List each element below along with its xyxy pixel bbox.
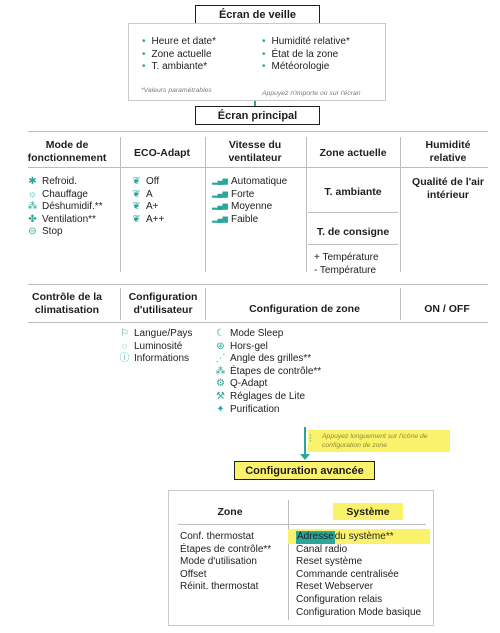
wrench-icon: ⚒ xyxy=(216,390,225,402)
item-label: Hors-gel xyxy=(230,340,268,352)
item-label: Zone actuelle xyxy=(151,48,212,60)
sleep-note: *Valeurs paramétrables xyxy=(141,87,212,94)
sleep-left-list xyxy=(142,36,216,74)
eco-leaf-icon: ❦ xyxy=(132,176,141,187)
sun-icon: ☼ xyxy=(27,188,38,200)
zone-thermostat-reset[interactable]: Réinit. thermostat xyxy=(180,581,259,593)
item-label: A xyxy=(146,188,153,200)
divider xyxy=(288,500,289,620)
item-label: Q-Adapt xyxy=(230,378,268,390)
divider xyxy=(120,288,121,320)
speed-bars-icon: ▂▄▆ xyxy=(212,178,228,185)
flow-arrow-shaft xyxy=(304,427,306,457)
eco-item-a-plus-plus[interactable] xyxy=(130,214,164,227)
divider xyxy=(28,167,488,168)
zone-offset[interactable]: Offset xyxy=(180,568,207,580)
item-label: Mode Sleep xyxy=(230,328,284,339)
item-label: État de la zone xyxy=(271,48,339,60)
item-label: Forte xyxy=(231,188,255,200)
list-item: • Météorologie xyxy=(262,61,330,73)
item-label: Langue/Pays xyxy=(134,328,193,339)
list-item: • Humidité relative* xyxy=(262,36,350,47)
divider xyxy=(178,524,426,525)
mode-item-cooling[interactable] xyxy=(26,176,103,189)
fan-list xyxy=(212,176,287,226)
divider xyxy=(205,288,206,320)
divider xyxy=(308,212,398,213)
moon-icon: ☾ xyxy=(216,328,225,339)
humidity-title: Humidité relative xyxy=(425,139,471,164)
address-word: Adresse xyxy=(297,531,334,542)
main-screen-title xyxy=(195,106,320,125)
system-basic-mode-config[interactable]: Configuration Mode basique xyxy=(296,606,422,618)
list-item: • Heure et date* xyxy=(142,36,217,47)
system-radio-channel[interactable]: Canal radio xyxy=(296,543,348,555)
eco-item-a[interactable] xyxy=(130,189,164,202)
item-label: Faible xyxy=(231,213,259,225)
setpoint-label: T. de consigne xyxy=(316,226,390,238)
zone-config-list xyxy=(214,328,321,416)
fan-item-medium[interactable] xyxy=(212,201,287,214)
mode-list xyxy=(26,176,103,239)
zone-config-lite[interactable] xyxy=(214,391,321,404)
list-item: • Zone actuelle xyxy=(142,48,212,60)
list-item: • État de la zone xyxy=(262,48,339,60)
divider xyxy=(28,322,488,323)
mode-item-ventilation[interactable] xyxy=(26,214,103,227)
bulb-icon: ◌ xyxy=(121,340,128,352)
speed-bars-icon: ▂▄▆ xyxy=(212,190,228,198)
mode-item-stop[interactable] xyxy=(26,226,103,239)
item-label: Refroid. xyxy=(42,176,78,187)
eco-leaf-icon: ❦ xyxy=(132,201,141,213)
long-press-text: Appuyez longuement sur l'icône de configuration de zone xyxy=(322,433,428,449)
zone-title: Zone actuelle xyxy=(319,147,387,159)
zone-control-stages[interactable]: Étapes de contrôle** xyxy=(180,543,272,555)
divider xyxy=(120,137,121,272)
item-label: Réglages de Lite xyxy=(230,390,306,402)
eco-item-off[interactable] xyxy=(130,176,164,189)
divider xyxy=(28,131,488,132)
climate-control-title: Contrôle de la climatisation xyxy=(31,291,102,316)
item-label: Déshumidif.** xyxy=(42,201,103,213)
divider xyxy=(308,244,398,245)
item-label: Météorologie xyxy=(271,61,330,73)
advanced-system-title: Système xyxy=(346,506,390,518)
mode-title: Mode de fonctionnement xyxy=(27,139,107,164)
speed-bars-icon: ▂▄▆ xyxy=(212,215,228,223)
mode-item-dehumidify[interactable] xyxy=(26,201,103,214)
mode-item-heating[interactable] xyxy=(26,189,103,202)
sliders-icon: ⫶ xyxy=(309,433,312,445)
item-label: Informations xyxy=(134,353,190,365)
purify-icon: ✦ xyxy=(216,403,225,415)
item-label: Luminosité xyxy=(134,340,183,352)
eco-list xyxy=(130,176,164,226)
user-config-language[interactable] xyxy=(118,328,192,341)
eco-item-a-plus[interactable] xyxy=(130,201,164,214)
fan-item-high[interactable] xyxy=(212,189,287,202)
system-webserver-reset[interactable]: Reset Webserver xyxy=(296,581,374,593)
address-rest: du système** xyxy=(334,531,394,542)
zone-config-louver[interactable] xyxy=(214,353,321,366)
system-central-command[interactable]: Commande centralisée xyxy=(296,568,399,580)
eco-leaf-icon: ❦ xyxy=(132,213,141,225)
advanced-zone-title: Zone xyxy=(217,506,243,518)
zone-config-stages[interactable] xyxy=(214,366,321,379)
zone-config-frost[interactable] xyxy=(214,341,321,354)
fan-item-low[interactable] xyxy=(212,214,287,227)
fan-icon: ✤ xyxy=(28,213,37,225)
user-config-brightness[interactable] xyxy=(118,341,192,354)
item-label: Étapes de contrôle** xyxy=(230,365,322,377)
sleep-screen-title xyxy=(195,5,320,24)
q-adapt-icon: ⚙ xyxy=(216,378,225,390)
system-address[interactable] xyxy=(296,531,421,544)
zone-config-purification[interactable] xyxy=(214,404,321,417)
louver-icon: ⋰ xyxy=(215,353,226,365)
item-label: T. ambiante* xyxy=(151,61,208,73)
droplets-icon: ⁂ xyxy=(27,201,38,213)
zone-config-q-adapt[interactable] xyxy=(214,378,321,391)
divider xyxy=(306,137,307,272)
snowflake-icon: ✱ xyxy=(28,176,37,187)
item-label: Ventilation** xyxy=(42,213,96,225)
info-icon: ⓘ xyxy=(119,353,130,365)
item-label: Moyenne xyxy=(231,201,273,213)
flag-icon: ⚐ xyxy=(120,328,129,339)
fan-item-auto[interactable] xyxy=(212,176,287,189)
eco-title: ECO-Adapt xyxy=(134,147,190,159)
item-label: Chauffage xyxy=(42,188,88,200)
item-label: Angle des grilles** xyxy=(230,353,312,365)
item-label: A+ xyxy=(146,201,159,213)
item-label: Heure et date* xyxy=(151,36,217,47)
advanced-config-title-text: Configuration avancée xyxy=(245,464,364,477)
divider xyxy=(400,137,401,272)
onoff-title: ON / OFF xyxy=(424,303,470,315)
stop-icon: ⊖ xyxy=(28,226,37,238)
fan-title: Vitesse du ventilateur xyxy=(228,139,282,164)
zone-config-title: Configuration de zone xyxy=(249,303,360,315)
divider xyxy=(400,288,401,320)
speed-bars-icon: ▂▄▆ xyxy=(212,203,228,211)
user-config-title: Configuration d'utilisateur xyxy=(128,291,198,316)
temp-minus[interactable]: - Température xyxy=(314,264,377,276)
item-label: A++ xyxy=(146,213,165,225)
advanced-config-title xyxy=(234,461,375,480)
zone-config-sleep[interactable] xyxy=(214,328,321,341)
temp-plus[interactable]: + Température xyxy=(314,252,379,263)
item-label: Off xyxy=(146,176,160,187)
item-label: Automatique xyxy=(231,176,288,187)
system-reset[interactable]: Reset système xyxy=(296,556,363,568)
item-label: Stop xyxy=(42,226,63,238)
frost-icon: ⊛ xyxy=(216,340,225,352)
divider xyxy=(205,137,206,272)
user-config-list xyxy=(118,328,192,366)
sleep-right-list xyxy=(262,36,350,74)
divider xyxy=(28,284,488,285)
ambient-temp-label: T. ambiante xyxy=(324,186,382,198)
air-quality-title: Qualité de l'air intérieur xyxy=(412,176,484,201)
item-label: Humidité relative* xyxy=(271,36,350,47)
eco-leaf-icon: ❦ xyxy=(132,188,141,200)
tap-note: Appuyez n'importe où sur l'écran xyxy=(262,90,361,97)
item-label: Purification xyxy=(230,403,280,415)
advanced-zone-list xyxy=(180,531,271,594)
advanced-system-list xyxy=(296,531,421,619)
zone-thermostat-config[interactable]: Conf. thermostat xyxy=(180,531,254,542)
main-screen-title-text: Écran principal xyxy=(217,109,298,122)
arrow-down-icon xyxy=(300,454,310,460)
list-item: • T. ambiante* xyxy=(142,61,208,73)
zone-usage-mode[interactable]: Mode d'utilisation xyxy=(180,556,257,568)
setpoint-list xyxy=(314,252,379,277)
user-config-info[interactable] xyxy=(118,353,192,366)
long-press-note xyxy=(308,430,450,452)
sleep-screen-title-text: Écran de veille xyxy=(218,8,297,21)
stages-icon: ⁂ xyxy=(215,365,226,377)
system-relay-config[interactable]: Configuration relais xyxy=(296,593,383,605)
